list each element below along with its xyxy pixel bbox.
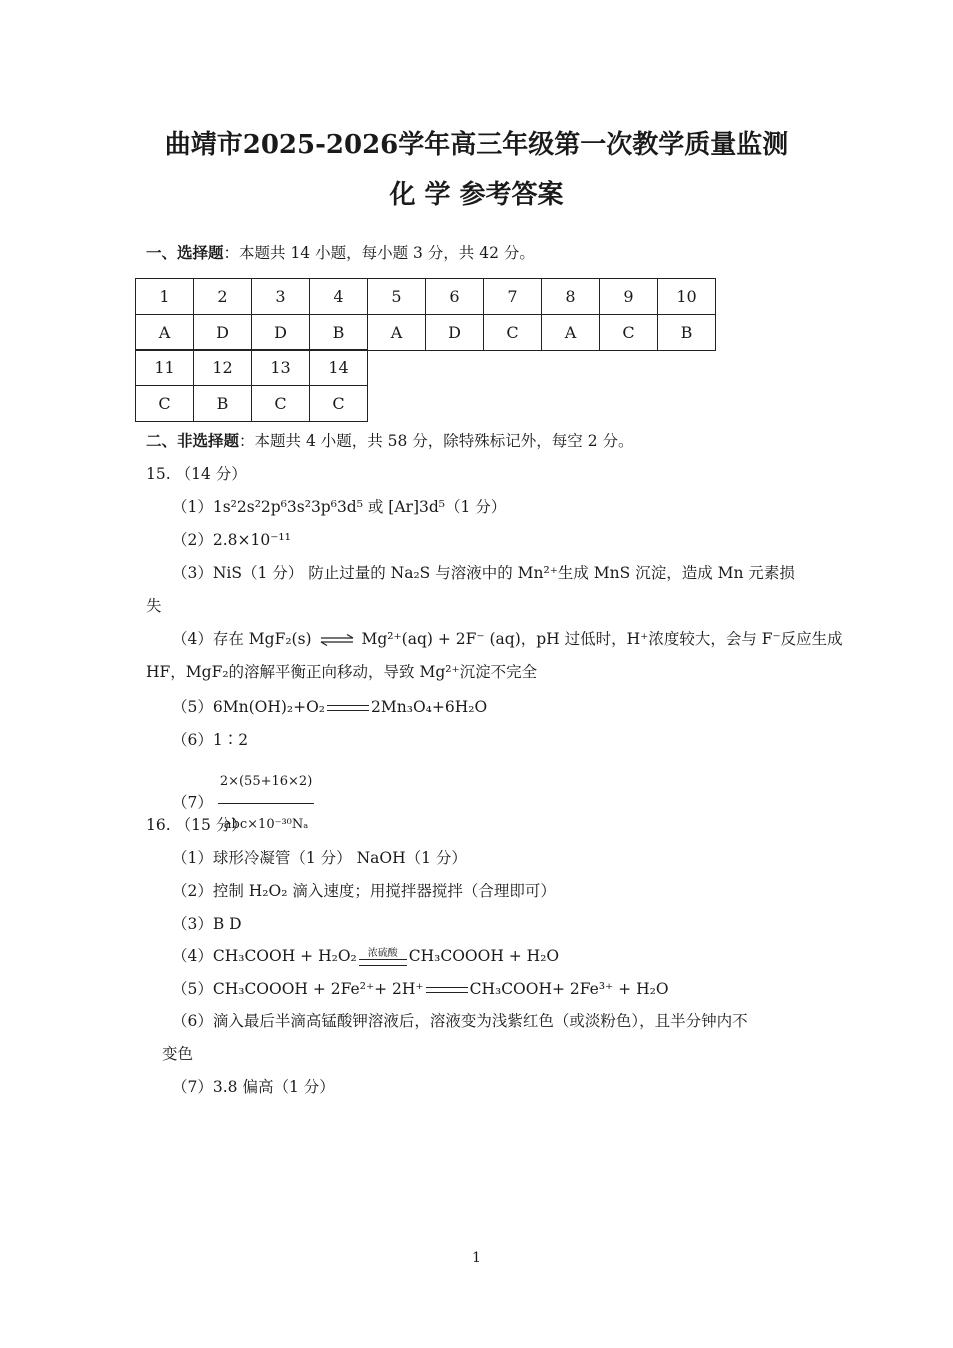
q15-a7-label: （7） (172, 793, 213, 812)
answer-cell: C (484, 315, 542, 351)
section2-heading (146, 431, 634, 451)
q16-a5-pre: （5）CH₃COOOH + 2Fe²⁺+ 2H⁺ (172, 980, 424, 998)
equilibrium-arrow-icon (320, 634, 354, 646)
q16-heading: 16. （15 分） (146, 816, 247, 834)
table-row-numbers (136, 350, 368, 386)
answer-cell: C (252, 386, 310, 422)
answer-cell: B (194, 386, 252, 422)
q15-answer-4-cont: HF，MgF₂的溶解平衡正向移动，导致 Mg²⁺沉淀不完全 (146, 663, 538, 681)
answer-cell: C (600, 315, 658, 351)
section2-desc: ：本题共 4 小题，共 58 分，除特殊标记外，每空 2 分。 (239, 432, 634, 450)
q16-answer-7: （7）3.8 偏高（1 分） (172, 1078, 335, 1096)
section1-label: 一、选择题 (146, 243, 224, 262)
answer-cell: A (368, 315, 426, 351)
q16-answer-6: （6）滴入最后半滴高锰酸钾溶液后，溶液变为浅紫红色（或淡粉色），且半分钟内不 (172, 1012, 748, 1030)
q15-answer-2: （2）2.8×10⁻¹¹ (172, 531, 291, 549)
table-row-answers (136, 315, 716, 351)
question-number-cell: 3 (252, 279, 310, 315)
q16-answer-1: （1）球形冷凝管（1 分） NaOH（1 分） (172, 849, 467, 867)
q15-a5-post: 2Mn₃O₄+6H₂O (371, 698, 488, 716)
question-number-cell: 4 (310, 279, 368, 315)
question-number-cell: 12 (194, 350, 252, 386)
equals-sign-icon (327, 705, 369, 711)
section1-desc: ：本题共 14 小题，每小题 3 分，共 42 分。 (223, 244, 535, 262)
q15-answer-3-cont: 失 (146, 597, 162, 615)
question-number-cell: 7 (484, 279, 542, 315)
page-number: 1 (472, 1250, 481, 1266)
answer-cell: B (658, 315, 716, 351)
answer-cell: D (252, 315, 310, 351)
conditional-equals-icon (359, 948, 407, 966)
fraction-denominator: abc×10⁻³⁰Nₐ (223, 817, 309, 832)
table-row-numbers (136, 279, 716, 315)
question-number-cell: 9 (600, 279, 658, 315)
equals-sign-icon (426, 987, 468, 993)
question-number-cell: 13 (252, 350, 310, 386)
answer-cell: C (136, 386, 194, 422)
page-subtitle: 化 学 参考答案 (389, 180, 564, 210)
answer-cell: C (310, 386, 368, 422)
q16-a5-post: CH₃COOH+ 2Fe³⁺ + H₂O (469, 980, 669, 998)
q15-answer-4 (172, 629, 843, 649)
question-number-cell: 10 (658, 279, 716, 315)
answer-cell: B (310, 315, 368, 351)
question-number-cell: 6 (426, 279, 484, 315)
question-number-cell: 8 (542, 279, 600, 315)
q15-heading: 15. （14 分） (146, 465, 247, 483)
q16-answer-5 (172, 979, 669, 999)
question-number-cell: 2 (194, 279, 252, 315)
q15-a4-post: Mg²⁺(aq) + 2F⁻ (aq)，pH 过低时，H⁺浓度较大，会与 F⁻反应生成 (361, 630, 843, 648)
question-number-cell: 11 (136, 350, 194, 386)
page-title: 曲靖市2025-2026学年高三年级第一次教学质量监测 (164, 130, 789, 160)
q15-answer-5 (172, 697, 487, 717)
q16-answer-6-cont: 变色 (162, 1045, 194, 1063)
q16-answer-3: （3）B D (172, 915, 242, 933)
table-row-answers (136, 386, 368, 422)
q15-answer-3: （3）NiS（1 分） 防止过量的 Na₂S 与溶液中的 Mn²⁺生成 MnS 沉淀，造成 Mn 元素损 (172, 564, 795, 582)
answer-cell: A (542, 315, 600, 351)
section1-heading (146, 243, 535, 263)
q15-answer-1: （1）1s²2s²2p⁶3s²3p⁶3d⁵ 或 [Ar]3d⁵（1 分） (172, 498, 507, 516)
q15-a4-pre: （4）存在 MgF₂(s) (172, 630, 312, 648)
reaction-condition: 浓硫酸 (367, 948, 398, 959)
fraction-numerator: 2×(55+16×2) (218, 762, 314, 804)
q15-a5-pre: （5）6Mn(OH)₂+O₂ (172, 698, 326, 716)
question-number-cell: 1 (136, 279, 194, 315)
q16-a4-post: CH₃COOOH + H₂O (408, 947, 560, 965)
choice-answer-table-2 (135, 349, 368, 422)
q16-a4-pre: （4）CH₃COOH + H₂O₂ (172, 947, 357, 965)
answer-cell: D (194, 315, 252, 351)
answer-cell: D (426, 315, 484, 351)
answer-cell: A (136, 315, 194, 351)
question-number-cell: 14 (310, 350, 368, 386)
q16-answer-2: （2）控制 H₂O₂ 滴入速度；用搅拌器搅拌（合理即可） (172, 882, 556, 900)
choice-answer-table-1 (135, 278, 716, 351)
q16-answer-4 (172, 943, 559, 969)
q15-answer-6: （6）1∶2 (172, 731, 249, 749)
section2-label: 二、非选择题 (146, 431, 240, 450)
question-number-cell: 5 (368, 279, 426, 315)
